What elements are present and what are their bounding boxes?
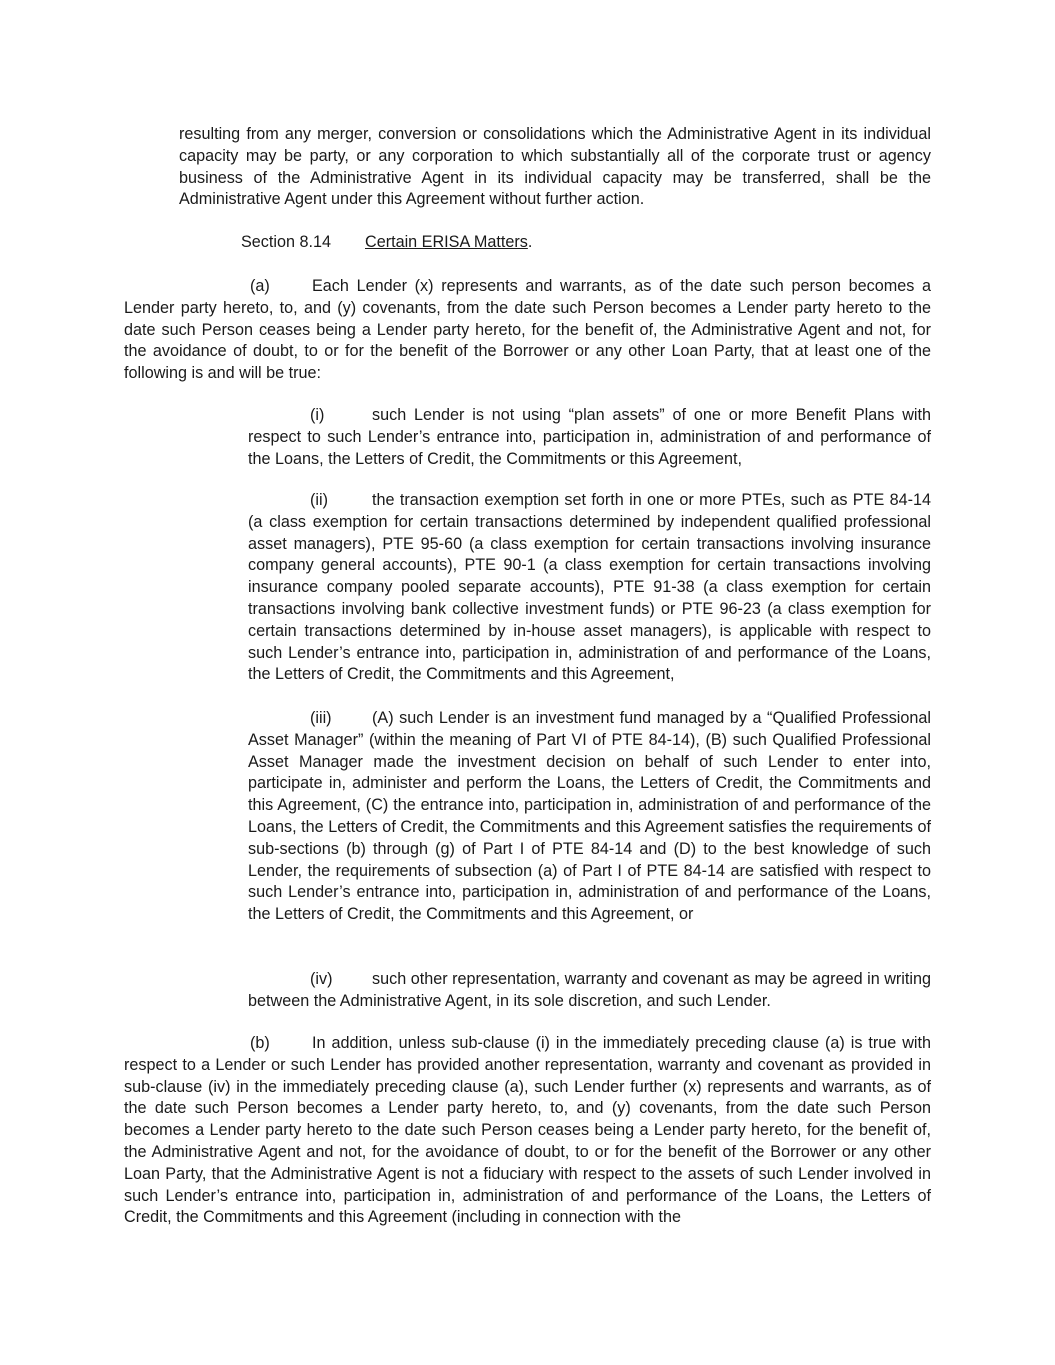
sub-clause-label: (i) [310,406,325,424]
section-number: Section 8.14 [241,233,331,251]
sub-clause-iii [248,708,931,926]
sub-clause-text: such other representation, warranty and covenant as may be agreed in writing between the Administrative Agent, in its sole discretion, and such Lender. [248,970,931,1010]
paragraph-b [124,1033,931,1229]
paragraph-a [124,276,931,385]
sub-clause-iv [248,969,931,1013]
paragraph-text: In addition, unless sub-clause (i) in the immediately preceding clause (a) is true with respect to a Lender or such Lender has provided another representation, warranty and covenant as provided in sub-clause (iv) in the immediately preceding clause (a), such Lender further (x) represents and warrants, as of the date such Person becomes a Lender party hereto, to, and (y) covenants, from the date such Person becomes a Lender party hereto to the date such Person ceases being a Lender party hereto, for the benefit of, the Administrative Agent and not, for the avoidance of doubt, to or for the benefit of the Borrower or any other Loan Party, that the Administrative Agent is not a fiduciary with respect to the assets of such Lender involved in such Lender’s entrance into, participation in, administration of and performance of the Loans, the Letters of Credit, the Commitments and this Agreement (including in connection with the [124,1034,931,1227]
sub-clause-label: (ii) [310,491,328,509]
sub-clause-ii [248,490,931,686]
section-heading [241,232,532,254]
paragraph-text: Each Lender (x) represents and warrants, as of the date such person becomes a Lender party hereto, to, and (y) covenants, from the date such Person becomes a Lender party hereto to the date such Person ceases being a Lender party hereto, for the benefit of, the Administrative Agent and not, for the avoidance of doubt, to or for the benefit of the Borrower or any other Loan Party, that at least one of the following is and will be true: [124,277,931,383]
sub-clause-label: (iii) [310,709,332,727]
paragraph-label: (b) [250,1034,270,1052]
carryover-paragraph: resulting from any merger, conversion or consolidations which the Administrative Agent in its individual capacity may be party, or any corporation to which substantially all of the corporate trust or agency business of the Administrative Agent in its individual capacity may be transferred, shall be the Administrative Agent under this Agreement without further action. [179,125,931,209]
sub-clause-text: such Lender is not using “plan assets” of one or more Benefit Plans with respect to such Lender’s entrance into, participation in, administration of and performance of the Loans, the Letters of Credit, the Commitments or this Agreement, [248,406,931,468]
section-title: Certain ERISA Matters [365,233,528,251]
sub-clause-i [248,405,931,470]
sub-clause-label: (iv) [310,970,333,988]
sub-clause-text: the transaction exemption set forth in one or more PTEs, such as PTE 84-14 (a class exemption for certain transactions determined by independent qualified professional asset managers), PTE 95-60 (a class exemption for certain transactions involving insurance company general accounts), PTE 90-1 (a class exemption for certain transactions involving insurance company pooled separate accounts), PTE 91-38 (a class exemption for certain transactions involving bank collective investment funds) or PTE 96-23 (a class exemption for certain transactions determined by in-house asset managers), is applicable with respect to such Lender’s entrance into, participation in, administration of and performance of the Loans, the Letters of Credit, the Commitments and this Agreement, [248,491,931,684]
sub-clause-text: (A) such Lender is an investment fund managed by a “Qualified Professional Asset Manager” (within the meaning of Part VI of PTE 84-14), (B) such Qualified Professional Asset Manager made the investment decision on behalf of such Lender to enter into, participate in, administer and perform the Loans, the Letters of Credit, the Commitments and this Agreement, (C) the entrance into, participation in, administration of and performance of the Loans, the Letters of Credit, the Commitments and this Agreement satisfies the requirements of sub-sections (b) through (g) of Part I of PTE 84-14 and (D) to the best knowledge of such Lender, the requirements of subsection (a) of Part I of PTE 84-14 are satisfied with respect to such Lender’s entrance into, participation in, administration of and performance of the Loans, the Letters of Credit, the Commitments and this Agreement, or [248,709,931,924]
paragraph-label: (a) [250,277,270,295]
section-title-period: . [527,233,533,251]
